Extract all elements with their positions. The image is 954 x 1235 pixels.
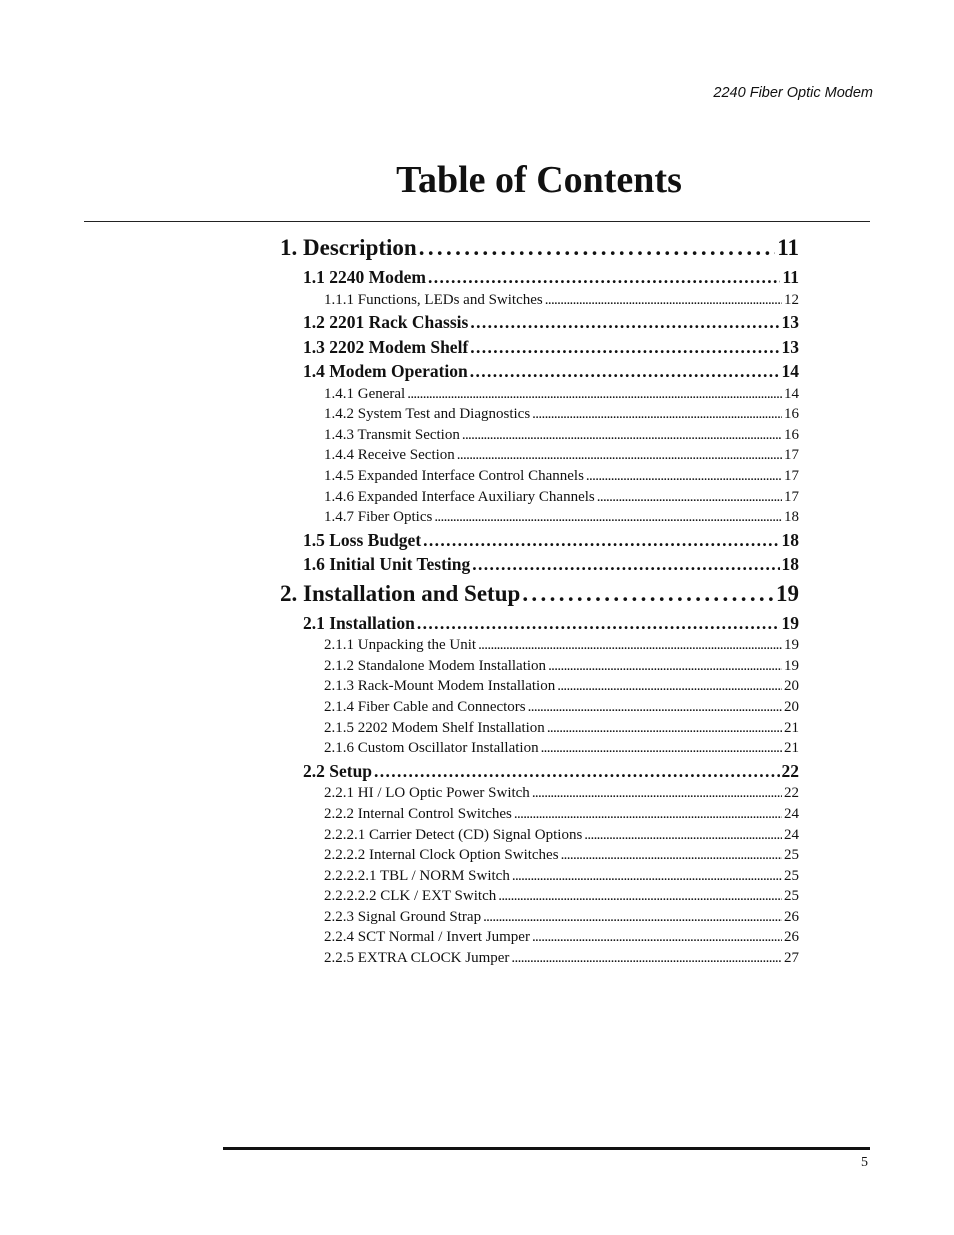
toc-entry-page-number: 27 [784, 950, 799, 967]
dot-leader [419, 231, 776, 265]
toc-entry-label: 1.4.3 Transmit Section [324, 426, 460, 443]
toc-entry-page-number: 18 [781, 529, 799, 550]
toc-entry-level-3[interactable] [280, 635, 799, 656]
toc-entry-page-number: 17 [784, 447, 799, 464]
dot-leader [532, 927, 782, 948]
toc-entry-page-number: 16 [784, 426, 799, 443]
toc-entry-level-3[interactable] [280, 425, 799, 446]
toc-entry-level-3[interactable] [280, 804, 799, 825]
toc-entry-label: 2.1.2 Standalone Modem Installation [324, 657, 547, 674]
toc-entry-page-number: 22 [781, 760, 799, 781]
title-divider [84, 221, 870, 222]
toc-entry-level-3[interactable] [280, 825, 799, 846]
dot-leader [417, 611, 780, 636]
toc-entry-page-number: 20 [784, 699, 799, 716]
dot-leader [423, 528, 779, 553]
dot-leader [470, 310, 779, 335]
toc-entry-level-2[interactable] [280, 310, 799, 335]
dot-leader [470, 359, 780, 384]
running-header: 2240 Fiber Optic Modem [713, 85, 873, 101]
toc-entry-page-number: 17 [784, 467, 799, 484]
dot-leader [428, 265, 780, 290]
toc-entry-label: 2. Installation and Setup [280, 580, 521, 606]
toc-entry-label: 1.1 2240 Modem [303, 267, 426, 287]
toc-entry-page-number: 18 [781, 554, 799, 575]
toc-entry-page-number: 22 [784, 785, 799, 802]
toc-entry-page-number: 13 [781, 312, 799, 333]
toc-entry-label: 1.1.1 Functions, LEDs and Switches [324, 291, 543, 308]
toc-entry-label: 1.4.2 System Test and Diagnostics [324, 406, 531, 423]
toc-entry-level-2[interactable] [280, 759, 799, 784]
dot-leader [478, 635, 782, 656]
toc-entry-label: 2.1.4 Fiber Cable and Connectors [324, 699, 526, 716]
toc-entry-level-1[interactable] [280, 577, 799, 611]
toc-entry-level-3[interactable] [280, 290, 799, 311]
toc-entry-level-3[interactable] [280, 676, 799, 697]
footer-divider [223, 1147, 870, 1150]
toc-entry-page-number: 25 [784, 888, 799, 905]
toc-entry-level-2[interactable] [280, 552, 799, 577]
toc-entry-level-2[interactable] [280, 528, 799, 553]
toc-entry-level-2[interactable] [280, 611, 799, 636]
toc-entry-level-2[interactable] [280, 335, 799, 360]
toc-entry-label: 1.2 2201 Rack Chassis [303, 312, 469, 333]
toc-entry-page-number: 19 [784, 637, 799, 654]
dot-leader [514, 804, 782, 825]
toc-entry-page-number: 21 [784, 719, 799, 736]
toc-entry-level-2[interactable] [280, 265, 799, 290]
toc-entry-label: 2.2.2.2.1 TBL / NORM Switch [324, 867, 510, 884]
table-of-contents [280, 231, 799, 969]
toc-entry-label: 1.5 Loss Budget [303, 529, 422, 550]
toc-entry-level-3[interactable] [280, 907, 799, 928]
toc-entry-page-number: 20 [784, 678, 799, 695]
toc-entry-page-number: 19 [781, 612, 799, 633]
dot-leader [557, 676, 782, 697]
toc-entry-page-number: 12 [784, 291, 799, 308]
toc-entry-level-3[interactable] [280, 487, 799, 508]
dot-leader [434, 507, 782, 528]
toc-entry-label: 1.4.4 Receive Section [324, 447, 455, 464]
toc-entry-page-number: 24 [784, 826, 799, 843]
dot-leader [457, 445, 782, 466]
dot-leader [374, 759, 779, 784]
toc-entry-label: 2.1.6 Custom Oscillator Installation [324, 740, 539, 757]
toc-entry-page-number: 14 [784, 385, 799, 402]
toc-entry-level-3[interactable] [280, 466, 799, 487]
toc-entry-label: 2.1 Installation [303, 612, 415, 633]
dot-leader [545, 290, 782, 311]
toc-entry-level-3[interactable] [280, 866, 799, 887]
dot-leader [547, 718, 782, 739]
toc-entry-level-3[interactable] [280, 656, 799, 677]
toc-entry-level-3[interactable] [280, 507, 799, 528]
toc-entry-label: 1.4.7 Fiber Optics [324, 509, 433, 526]
toc-entry-page-number: 17 [784, 488, 799, 505]
toc-entry-page-number: 19 [784, 657, 799, 674]
toc-entry-level-3[interactable] [280, 927, 799, 948]
toc-entry-level-2[interactable] [280, 359, 799, 384]
toc-entry-page-number: 11 [777, 235, 799, 260]
page-title: Table of Contents [396, 159, 682, 201]
toc-entry-page-number: 24 [784, 805, 799, 822]
toc-entry-level-3[interactable] [280, 948, 799, 969]
dot-leader [462, 425, 782, 446]
toc-entry-page-number: 25 [784, 867, 799, 884]
dot-leader [561, 845, 782, 866]
dot-leader [532, 783, 782, 804]
toc-entry-label: 2.2.2 Internal Control Switches [324, 805, 512, 822]
toc-entry-label: 2.2.2.1 Carrier Detect (CD) Signal Options [324, 826, 583, 843]
toc-entry-label: 2.2.5 EXTRA CLOCK Jumper [324, 950, 510, 967]
toc-entry-level-3[interactable] [280, 783, 799, 804]
dot-leader [522, 577, 774, 611]
toc-entry-page-number: 26 [784, 908, 799, 925]
toc-entry-label: 2.1.1 Unpacking the Unit [324, 637, 477, 654]
toc-entry-label: 1. Description [280, 235, 417, 260]
toc-entry-label: 1.3 2202 Modem Shelf [303, 336, 469, 357]
toc-entry-page-number: 21 [784, 740, 799, 757]
toc-entry-page-number: 26 [784, 929, 799, 946]
toc-entry-page-number: 16 [784, 406, 799, 423]
toc-entry-label: 1.4.1 General [324, 385, 406, 402]
toc-entry-level-3[interactable] [280, 697, 799, 718]
toc-entry-label: 1.4 Modem Operation [303, 361, 468, 382]
toc-entry-label: 2.2.2.2.2 CLK / EXT Switch [324, 888, 497, 905]
dot-leader [407, 384, 782, 405]
toc-entry-level-3[interactable] [280, 738, 799, 759]
toc-entry-page-number: 14 [781, 361, 799, 382]
dot-leader [470, 335, 779, 360]
toc-entry-level-3[interactable] [280, 886, 799, 907]
toc-entry-level-3[interactable] [280, 845, 799, 866]
dot-leader [483, 907, 782, 928]
toc-entry-label: 2.1.3 Rack-Mount Modem Installation [324, 678, 556, 695]
toc-entry-label: 1.4.6 Expanded Interface Auxiliary Channels [324, 488, 595, 505]
toc-entry-level-3[interactable] [280, 445, 799, 466]
dot-leader [511, 948, 782, 969]
toc-entry-page-number: 11 [782, 267, 799, 287]
dot-leader [532, 404, 782, 425]
toc-entry-level-3[interactable] [280, 384, 799, 405]
toc-entry-level-1[interactable] [280, 231, 799, 265]
toc-entry-page-number: 25 [784, 847, 799, 864]
toc-entry-label: 1.4.5 Expanded Interface Control Channels [324, 467, 584, 484]
toc-entry-page-number: 19 [776, 580, 799, 606]
dot-leader [512, 866, 782, 887]
toc-entry-label: 2.2 Setup [303, 760, 373, 781]
dot-leader [586, 466, 782, 487]
dot-leader [584, 825, 782, 846]
toc-entry-page-number: 18 [784, 509, 799, 526]
toc-entry-page-number: 13 [781, 336, 799, 357]
dot-leader [541, 738, 782, 759]
page-number: 5 [861, 1155, 868, 1170]
toc-entry-label: 2.2.2.2 Internal Clock Option Switches [324, 847, 559, 864]
dot-leader [472, 552, 779, 577]
toc-entry-label: 2.1.5 2202 Modem Shelf Installation [324, 719, 545, 736]
toc-entry-label: 2.2.3 Signal Ground Strap [324, 908, 482, 925]
toc-entry-label: 2.2.1 HI / LO Optic Power Switch [324, 785, 530, 802]
toc-entry-level-3[interactable] [280, 404, 799, 425]
dot-leader [548, 656, 782, 677]
toc-entry-label: 2.2.4 SCT Normal / Invert Jumper [324, 929, 530, 946]
toc-entry-label: 1.6 Initial Unit Testing [303, 554, 471, 575]
dot-leader [498, 886, 782, 907]
dot-leader [597, 487, 782, 508]
dot-leader [528, 697, 782, 718]
toc-entry-level-3[interactable] [280, 718, 799, 739]
